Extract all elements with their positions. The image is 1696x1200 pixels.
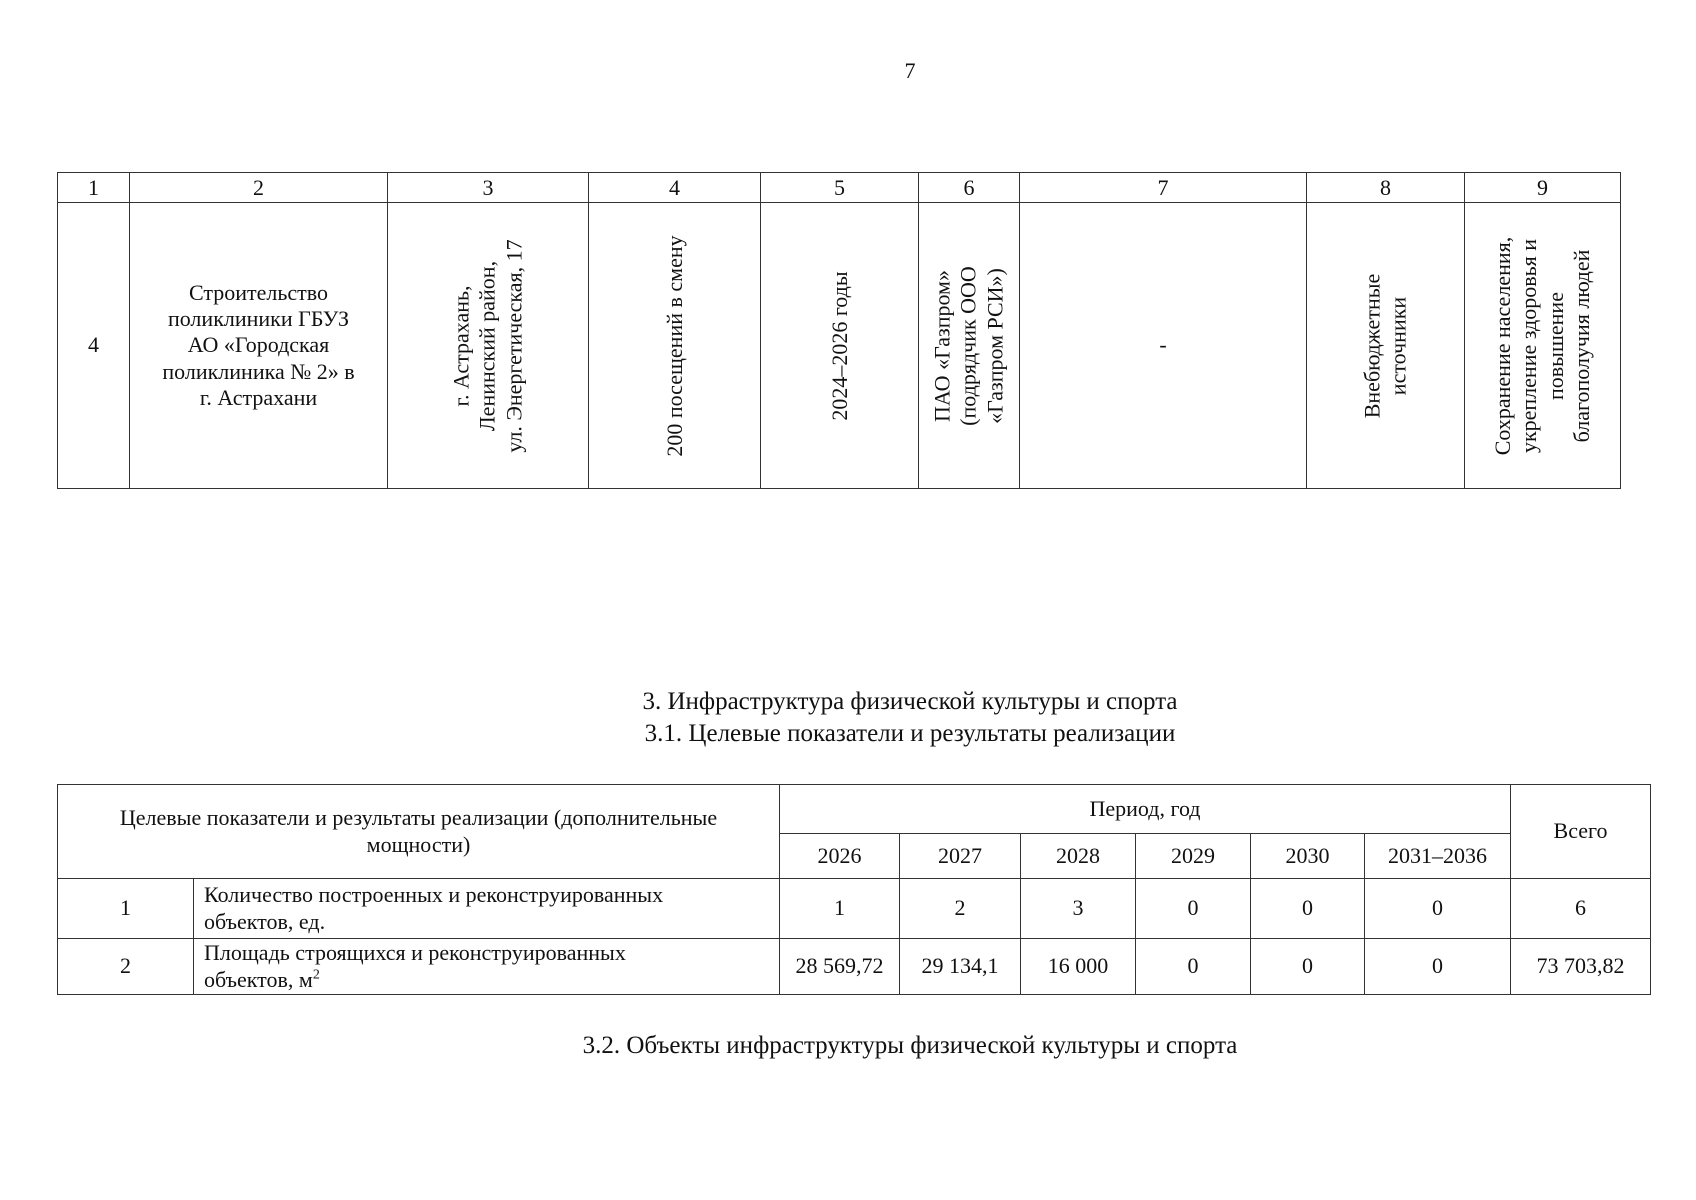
object-name: Строительство поликлиники ГБУЗ АО «Городская поликлиника № 2» в г. Астрахани <box>130 203 388 489</box>
column-number: 2 <box>130 173 388 203</box>
effect-cell <box>1465 203 1621 489</box>
table-row <box>58 203 1621 489</box>
page-number: 7 <box>904 58 916 83</box>
object-capacity: 200 посещений в смену <box>661 234 687 457</box>
indicator-value: 28 569,72 <box>780 939 900 995</box>
object-period: 2024–2026 годы <box>826 270 852 421</box>
subsection-2-title: 3.2. Объекты инфраструктуры физической культуры и спорта <box>582 1032 1238 1059</box>
indicator-total: 73 703,82 <box>1511 939 1651 995</box>
column-number: 6 <box>919 173 1020 203</box>
year-header: 2026 <box>780 834 900 879</box>
section-title: 3. Инфраструктура физической культуры и спорта <box>642 688 1178 715</box>
object-executor: ПАО «Газпром» (подрядчик ООО «Газпром РСИ») <box>929 265 1008 426</box>
object-address: г. Астрахань, Ленинский район, ул. Энергетическая, 17 <box>448 238 527 453</box>
row-number: 4 <box>58 203 130 489</box>
year-header: 2030 <box>1251 834 1365 879</box>
column-number: 5 <box>761 173 919 203</box>
indicators-header: Целевые показатели и результаты реализации (дополнительные мощности) <box>58 785 780 879</box>
source-cell <box>1307 203 1465 489</box>
total-header: Всего <box>1511 785 1651 879</box>
subsection-title: 3.1. Целевые показатели и результаты реализации <box>644 720 1176 747</box>
indicator-name: Площадь строящихся и реконструированных объектов, м <box>204 940 626 992</box>
year-header: 2031–2036 <box>1365 834 1511 879</box>
indicator-value: 1 <box>780 879 900 939</box>
indicator-value: 0 <box>1136 879 1251 939</box>
indicator-value: 29 134,1 <box>900 939 1021 995</box>
row-number: 1 <box>58 879 194 939</box>
indicator-value: 3 <box>1021 879 1136 939</box>
year-header: 2028 <box>1021 834 1136 879</box>
indicator-total: 6 <box>1511 879 1651 939</box>
period-header: Период, год <box>780 785 1511 834</box>
address-cell <box>388 203 589 489</box>
column-number: 3 <box>388 173 589 203</box>
column-number: 4 <box>589 173 761 203</box>
indicator-value: 0 <box>1365 879 1511 939</box>
row-number: 2 <box>58 939 194 995</box>
column-number: 8 <box>1307 173 1465 203</box>
indicators-table <box>57 784 1651 995</box>
expected-effect: Сохранение населения, укрепление здоровья и повышение благополучия людей <box>1489 236 1594 455</box>
year-header: 2027 <box>900 834 1021 879</box>
column-number: 9 <box>1465 173 1621 203</box>
column-number: 1 <box>58 173 130 203</box>
indicator-value: 0 <box>1365 939 1511 995</box>
year-header: 2029 <box>1136 834 1251 879</box>
indicator-value: 0 <box>1251 939 1365 995</box>
funding-source: Внебюджетные источники <box>1359 273 1411 418</box>
indicator-value: 16 000 <box>1021 939 1136 995</box>
column-number: 7 <box>1020 173 1307 203</box>
objects-table <box>57 172 1621 489</box>
capacity-cell <box>589 203 761 489</box>
indicator-value: 0 <box>1136 939 1251 995</box>
indicator-value: 2 <box>900 879 1021 939</box>
period-cell <box>761 203 919 489</box>
indicator-name-cell <box>194 939 780 995</box>
table-row <box>58 939 1651 995</box>
unit-superscript: 2 <box>312 967 320 983</box>
executor-cell <box>919 203 1020 489</box>
table-header-row <box>58 785 1651 834</box>
indicator-name: Количество построенных и реконструированных объектов, ед. <box>194 879 780 939</box>
table-row <box>58 879 1651 939</box>
table-header-row <box>58 173 1621 203</box>
column-7-value: - <box>1020 203 1307 489</box>
indicator-value: 0 <box>1251 879 1365 939</box>
